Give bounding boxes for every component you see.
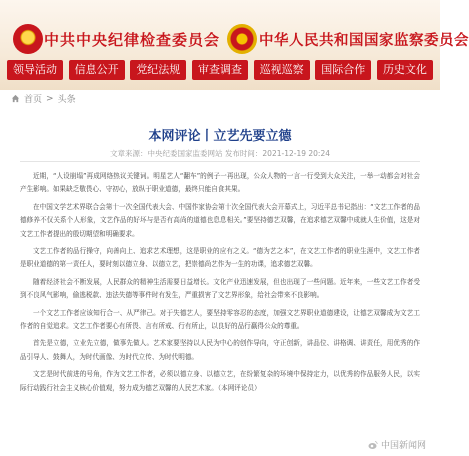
- home-icon: [11, 94, 20, 103]
- article-meta: 文章来源：中央纪委国家监委网站 发布时间：2021-12-19 20:24: [110, 149, 330, 158]
- watermark: [368, 438, 426, 451]
- party-emblem-icon: [13, 24, 43, 54]
- nsc-name[interactable]: 中华人民共和国国家监察委员会: [259, 32, 469, 49]
- nav-item-leadership[interactable]: 领导活动: [7, 60, 63, 80]
- nav-item-inspection[interactable]: 巡视巡察: [254, 60, 310, 80]
- breadcrumb-home[interactable]: 首页: [24, 95, 43, 105]
- nav-item-international[interactable]: 国际合作: [315, 60, 371, 80]
- weibo-icon: [368, 440, 378, 450]
- article-title: 本网评论丨立艺先要立德: [148, 129, 292, 144]
- paragraph: 在中国文学艺术界联合会第十一次全国代表大会、中国作家协会第十次全国代表大会开幕式上，习近平总书记指出：“文艺工作者的品德修养不仅关系个人形象，文艺作品的好坏与是否有高尚的道德也息息相关。”要坚持德艺双馨，在追求德艺双馨中成就人生价值，这是对文艺工作者提出的殷切期望和明确要求。: [20, 202, 420, 238]
- ccdi-name[interactable]: 中共中央纪律检查委员会: [44, 31, 221, 49]
- watermark-text: 中国新闻网: [380, 441, 426, 451]
- nav-item-history[interactable]: 历史文化: [377, 60, 433, 80]
- title-divider: [20, 161, 420, 162]
- paragraph: 文艺是时代前进的号角，作为文艺工作者，必须以德立身、以德立艺，在纷繁复杂的环境中保持定力，以优秀的作品服务人民，以实际行动践行社会主义核心价值观，努力成为德艺双馨的人民艺术家。（本网评论员）: [20, 370, 420, 392]
- nav-item-regulations[interactable]: 党纪法规: [130, 60, 186, 80]
- breadcrumb-current[interactable]: 头条: [57, 95, 76, 105]
- breadcrumb-separator: >: [46, 93, 54, 104]
- main-nav: [0, 60, 440, 82]
- breadcrumb: [11, 92, 76, 105]
- site-header: [0, 0, 469, 90]
- article-body: [20, 170, 420, 399]
- paragraph: 随着经济社会不断发展，人民群众的精神生活需要日益增长。文化产业迅速发展，但也出现了一些问题。近年来，一些文艺工作者受到不良风气影响，偷逃税款、违法失德等事件时有发生，严重损害了文艺界形象，给社会带来不良影响。: [20, 277, 420, 300]
- paragraph: 一个文艺工作者应该知行合一、从严律己。对于失德艺人，要坚持零容忍的态度，加强文艺界职业道德建设，让德艺双馨成为文艺工作者的自觉追求。文艺工作者要心有所畏、言有所戒、行有所止，以良好的品行赢得公众的尊重。: [20, 308, 420, 331]
- nav-item-info[interactable]: 信息公开: [69, 60, 125, 80]
- paragraph: 文艺工作者的品行操守，向善向上、追求艺术理想，这是职业的应有之义。“德为艺之本”，在文艺工作者的职业生涯中，文艺工作者是职业道德的第一责任人，要时刻以德立身、以德立艺，把崇德尚艺作为一生的功课，追求德艺双馨。: [20, 247, 420, 269]
- paragraph: 近期，“人设崩塌”再成网络热议关键词。明星艺人“翻车”的例子一再出现，公众人物的一言一行受到大众关注，一举一动都会对社会产生影响。如果缺乏敬畏心、守初心，放纵于职业道德，最终只能自食其果。: [20, 172, 420, 194]
- nav-item-investigation[interactable]: 审查调查: [192, 60, 248, 80]
- national-emblem-icon: [227, 24, 257, 54]
- paragraph: 首先是立德，立业先立德，做事先做人。艺术家要坚持以人民为中心的创作导向，守正创新，讲品位、讲格调、讲责任，用优秀的作品引导人、鼓舞人，为时代画像、为时代立传、为时代明德。: [20, 339, 420, 361]
